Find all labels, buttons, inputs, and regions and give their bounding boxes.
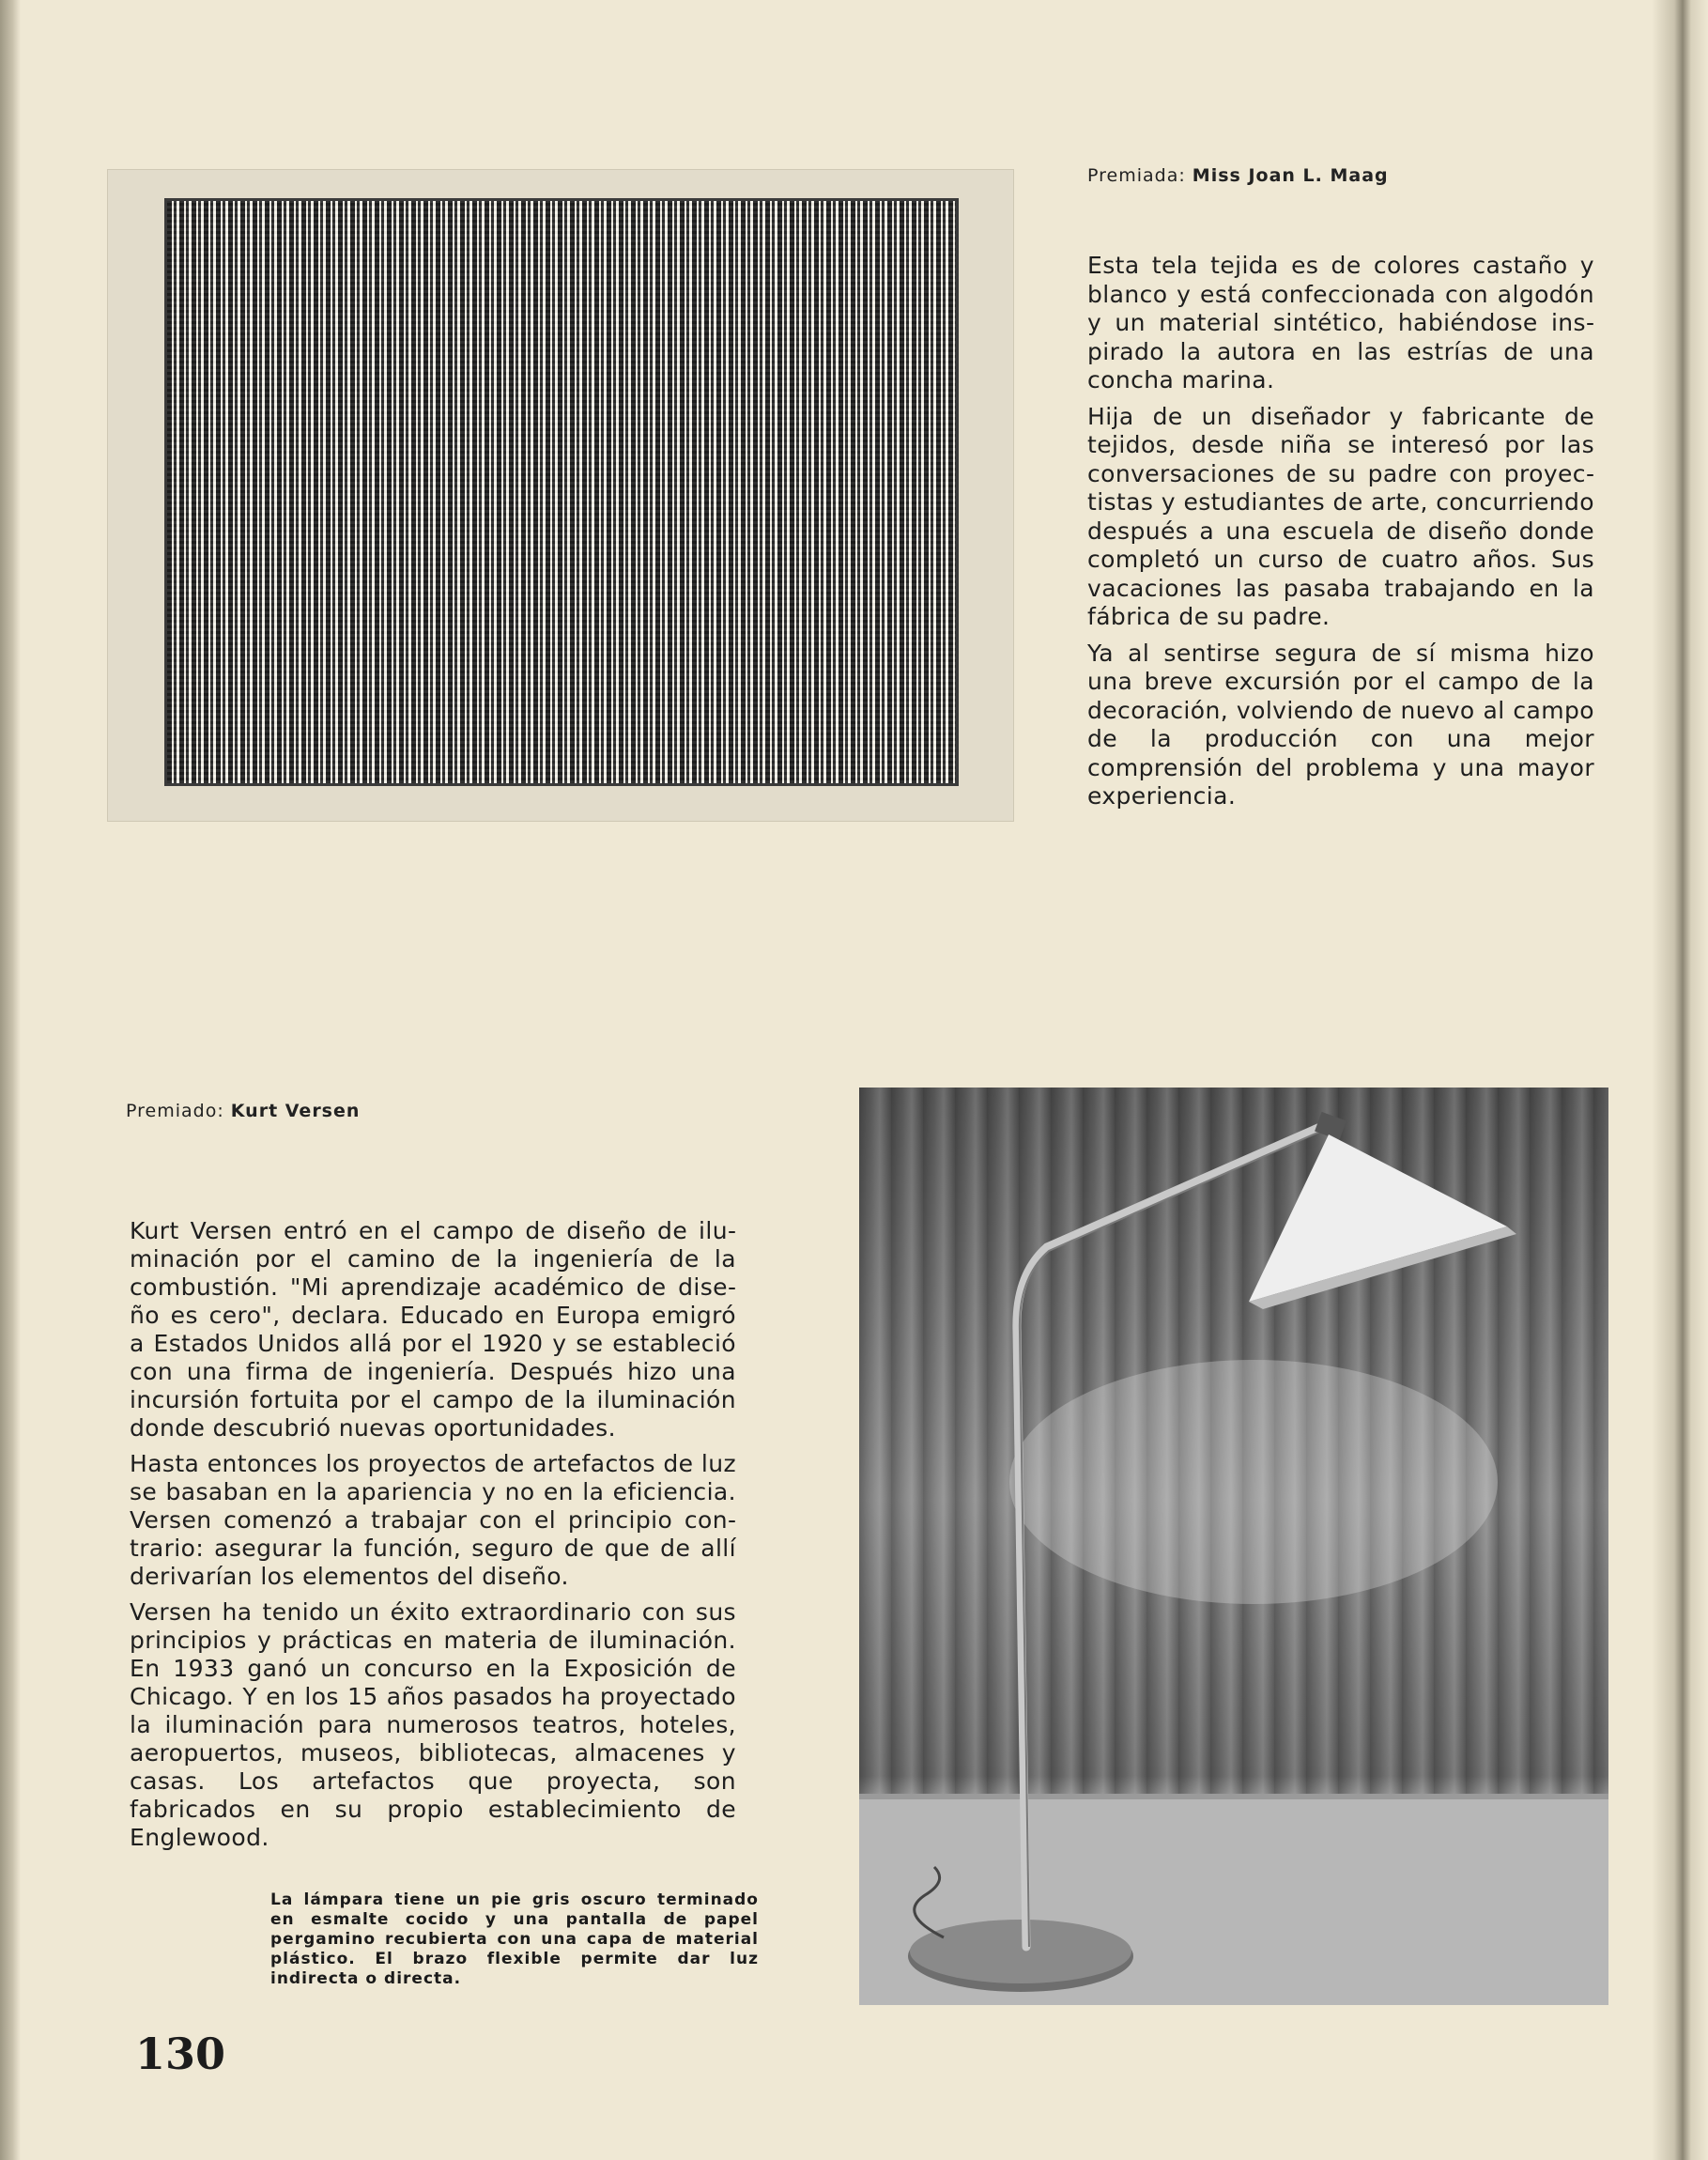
award-caption-versen <box>126 1101 360 1121</box>
striped-fabric-sample <box>164 198 959 786</box>
book-gutter-left <box>0 0 21 2160</box>
caption-prefix: Premiado: <box>126 1101 224 1121</box>
page-number: 130 <box>135 2029 226 2079</box>
floor-lamp-illustration <box>859 1088 1608 2005</box>
paragraph: Versen ha tenido un éxito extraordinario con sus principios y prácticas en materia de iluminación. En 1933 ganó un concurso en la Exposición de Chicago. Y en los 15 años pasados ha proyectado la iluminación para numerosos teatros, hoteles, aeropuertos, museos, bibliotecas, almacenes y casas. Los artefactos que proyecta, son fabricados en su propio establecimiento de Englewood. <box>130 1598 736 1851</box>
paragraph: Hija de un diseñador y fabricante de tejidos, desde niña se interesó por las conversaciones de su padre con proyectistas y estudiantes de arte, concurriendo después a una escuela de diseño donde completó un curso de cuatro años. Sus vacaciones las pasaba trabajando en la fábrica de su padre. <box>1087 402 1594 630</box>
book-page-edges-right <box>1652 0 1708 2160</box>
awardee-name: Kurt Versen <box>230 1101 361 1121</box>
paragraph: Kurt Versen entró en el campo de diseño de iluminación por el camino de la ingeniería de la combustión. "Mi aprendizaje académico de diseño es cero", declara. Educado en Europa emigró a Estados Unidos allá por el 1920 y se estableció con una firma de ingeniería. Después hizo una incursión fortuita por el campo de la iluminación donde descubrió nuevas oportunidades. <box>130 1217 736 1442</box>
maag-description <box>1087 252 1594 819</box>
lamp-footnote: La lámpara tiene un pie gris oscuro terminado en esmalte cocido y una pantalla de papel pergamino recubierta con una capa de material plástico. El brazo flexible permite dar luz indirecta o directa. <box>270 1890 759 1988</box>
award-caption-maag <box>1087 165 1389 186</box>
caption-prefix: Premiada: <box>1087 165 1186 186</box>
paragraph: Hasta entonces los proyectos de artefactos de luz se basaban en la apariencia y no en la eficiencia. Versen comenzó a trabajar con el principio contrario: asegurar la función, seguro de que de allí derivarían los elementos del diseño. <box>130 1450 736 1590</box>
floor-lamp-photo <box>859 1088 1608 2005</box>
versen-description <box>130 1217 736 1859</box>
awardee-name: Miss Joan L. Maag <box>1192 165 1389 186</box>
fabric-photo <box>107 169 1014 822</box>
paragraph: Ya al sentirse segura de sí misma hizo una breve excursión por el campo de la decoración, volviendo de nuevo al campo de la producción con una mejor comprensión del problema y una mayor experiencia. <box>1087 639 1594 810</box>
paragraph: Esta tela tejida es de colores castaño y blanco y está confeccionada con algodón y un material sintético, habiéndose inspirado la autora en las estrías de una concha marina. <box>1087 252 1594 393</box>
